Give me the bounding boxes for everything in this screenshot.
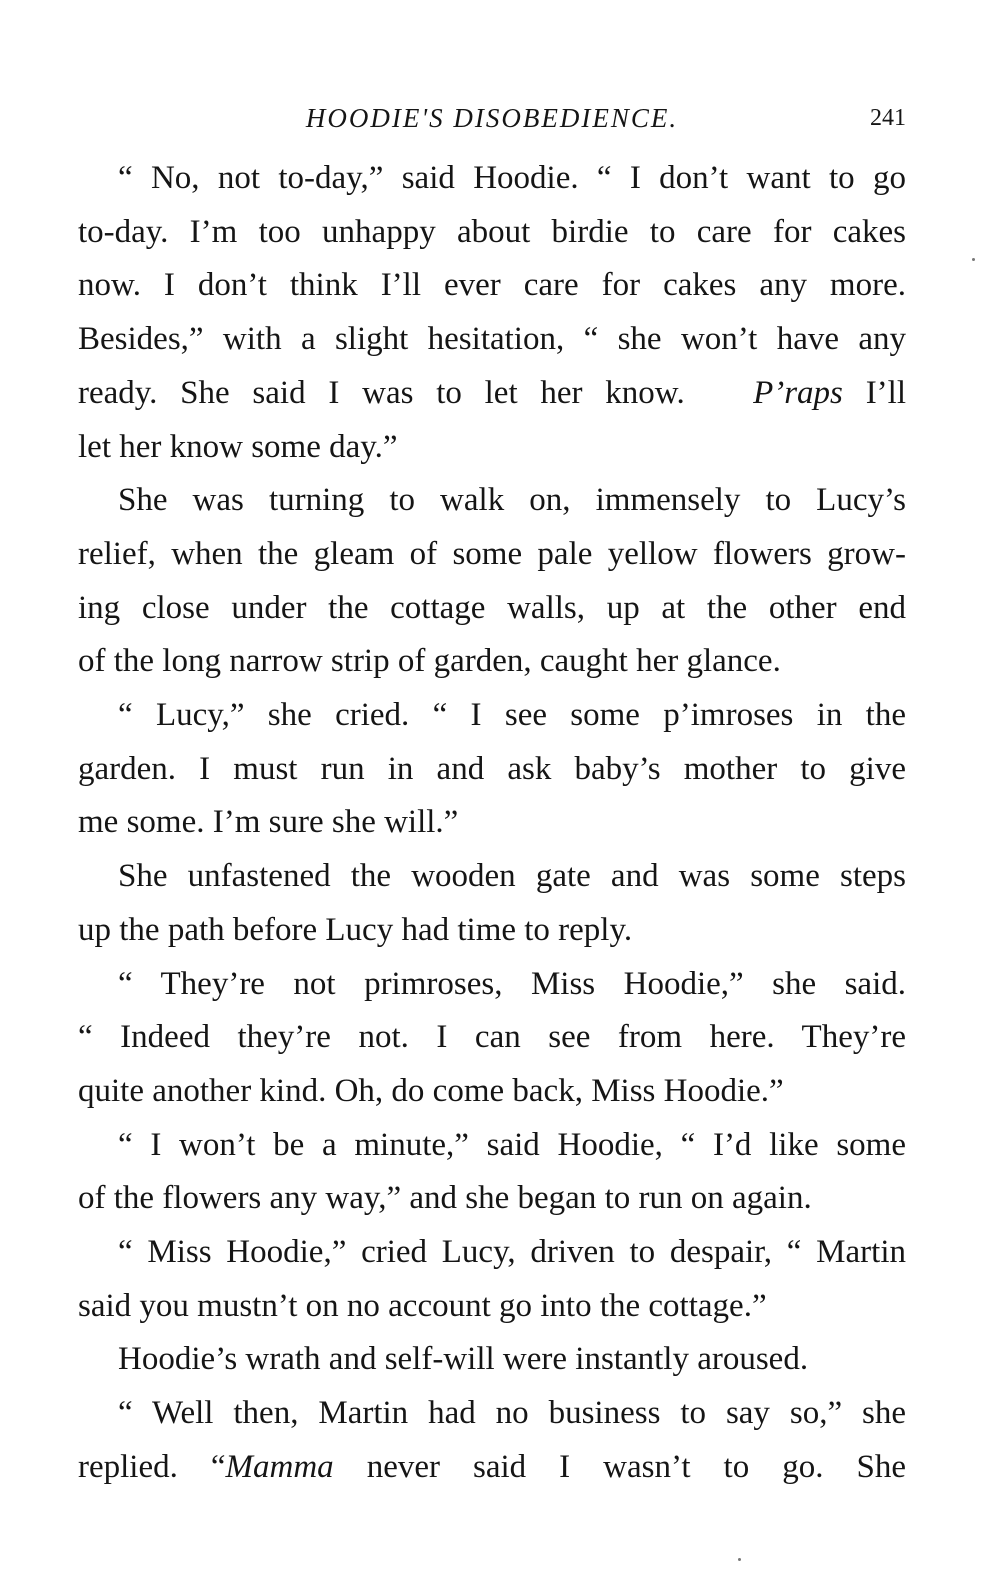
paper-speck (738, 1558, 741, 1561)
text-line (78, 367, 906, 421)
text-line: of the long narrow strip of garden, caught her glance. (78, 643, 781, 680)
paper-speck (972, 258, 975, 261)
text-line: She unfastened the wooden gate and was some steps (118, 858, 906, 895)
text-line: now. I don’t think I’ll ever care for cakes any more. (78, 267, 906, 304)
text-line: garden. I must run in and ask baby’s mother to give (78, 750, 906, 787)
text-line (78, 1441, 906, 1495)
page-number: 241 (870, 105, 906, 131)
italic-word: P’raps (753, 374, 843, 411)
text-line: Hoodie’s wrath and self-will were instantly aroused. (118, 1341, 809, 1378)
text-line: “ Indeed they’re not. I can see from here. They’re (78, 1019, 906, 1056)
text-line: ing close under the cottage walls, up at the other end (78, 589, 906, 626)
text-line: “ I won’t be a minute,” said Hoodie, “ I’d like some (118, 1126, 906, 1163)
text-line: “ No, not to-day,” said Hoodie. “ I don’t want to go (118, 160, 906, 196)
running-head (78, 100, 906, 140)
text-line: quite another kind. Oh, do come back, Miss Hoodie.” (78, 1072, 784, 1109)
text-segment: replied. “ (78, 1448, 226, 1485)
text-line: She was turning to walk on, immensely to Lucy’s (118, 482, 906, 519)
running-title: HOODIE'S DISOBEDIENCE. (305, 103, 679, 133)
text-segment: ready. She said I was to let her know. (78, 374, 685, 411)
text-line: “ They’re not primroses, Miss Hoodie,” she said. (118, 965, 906, 1002)
italic-word: Mamma (225, 1448, 334, 1485)
text-line: “ Miss Hoodie,” cried Lucy, driven to despair, “ Martin (118, 1234, 906, 1271)
text-segment: I’ll (865, 374, 907, 411)
text-line: Besides,” with a slight hesitation, “ she won’t have any (78, 321, 906, 358)
text-line: let her know some day.” (78, 428, 398, 465)
text-line: relief, when the gleam of some pale yellow flowers grow- (78, 535, 906, 572)
text-line: of the flowers any way,” and she began to run on again. (78, 1180, 812, 1217)
text-line: to-day. I’m too unhappy about birdie to care for cakes (78, 213, 906, 250)
text-line: up the path before Lucy had time to reply. (78, 911, 633, 948)
text-segment: never said I wasn’t to go. She (366, 1448, 906, 1485)
text-line: “ Well then, Martin had no business to say so,” she (118, 1395, 906, 1432)
text-line: “ Lucy,” she cried. “ I see some p’imroses in the (118, 697, 906, 734)
text-line: me some. I’m sure she will.” (78, 804, 459, 841)
body-text (78, 152, 906, 1495)
text-line: said you mustn’t on no account go into the cottage.” (78, 1287, 767, 1324)
